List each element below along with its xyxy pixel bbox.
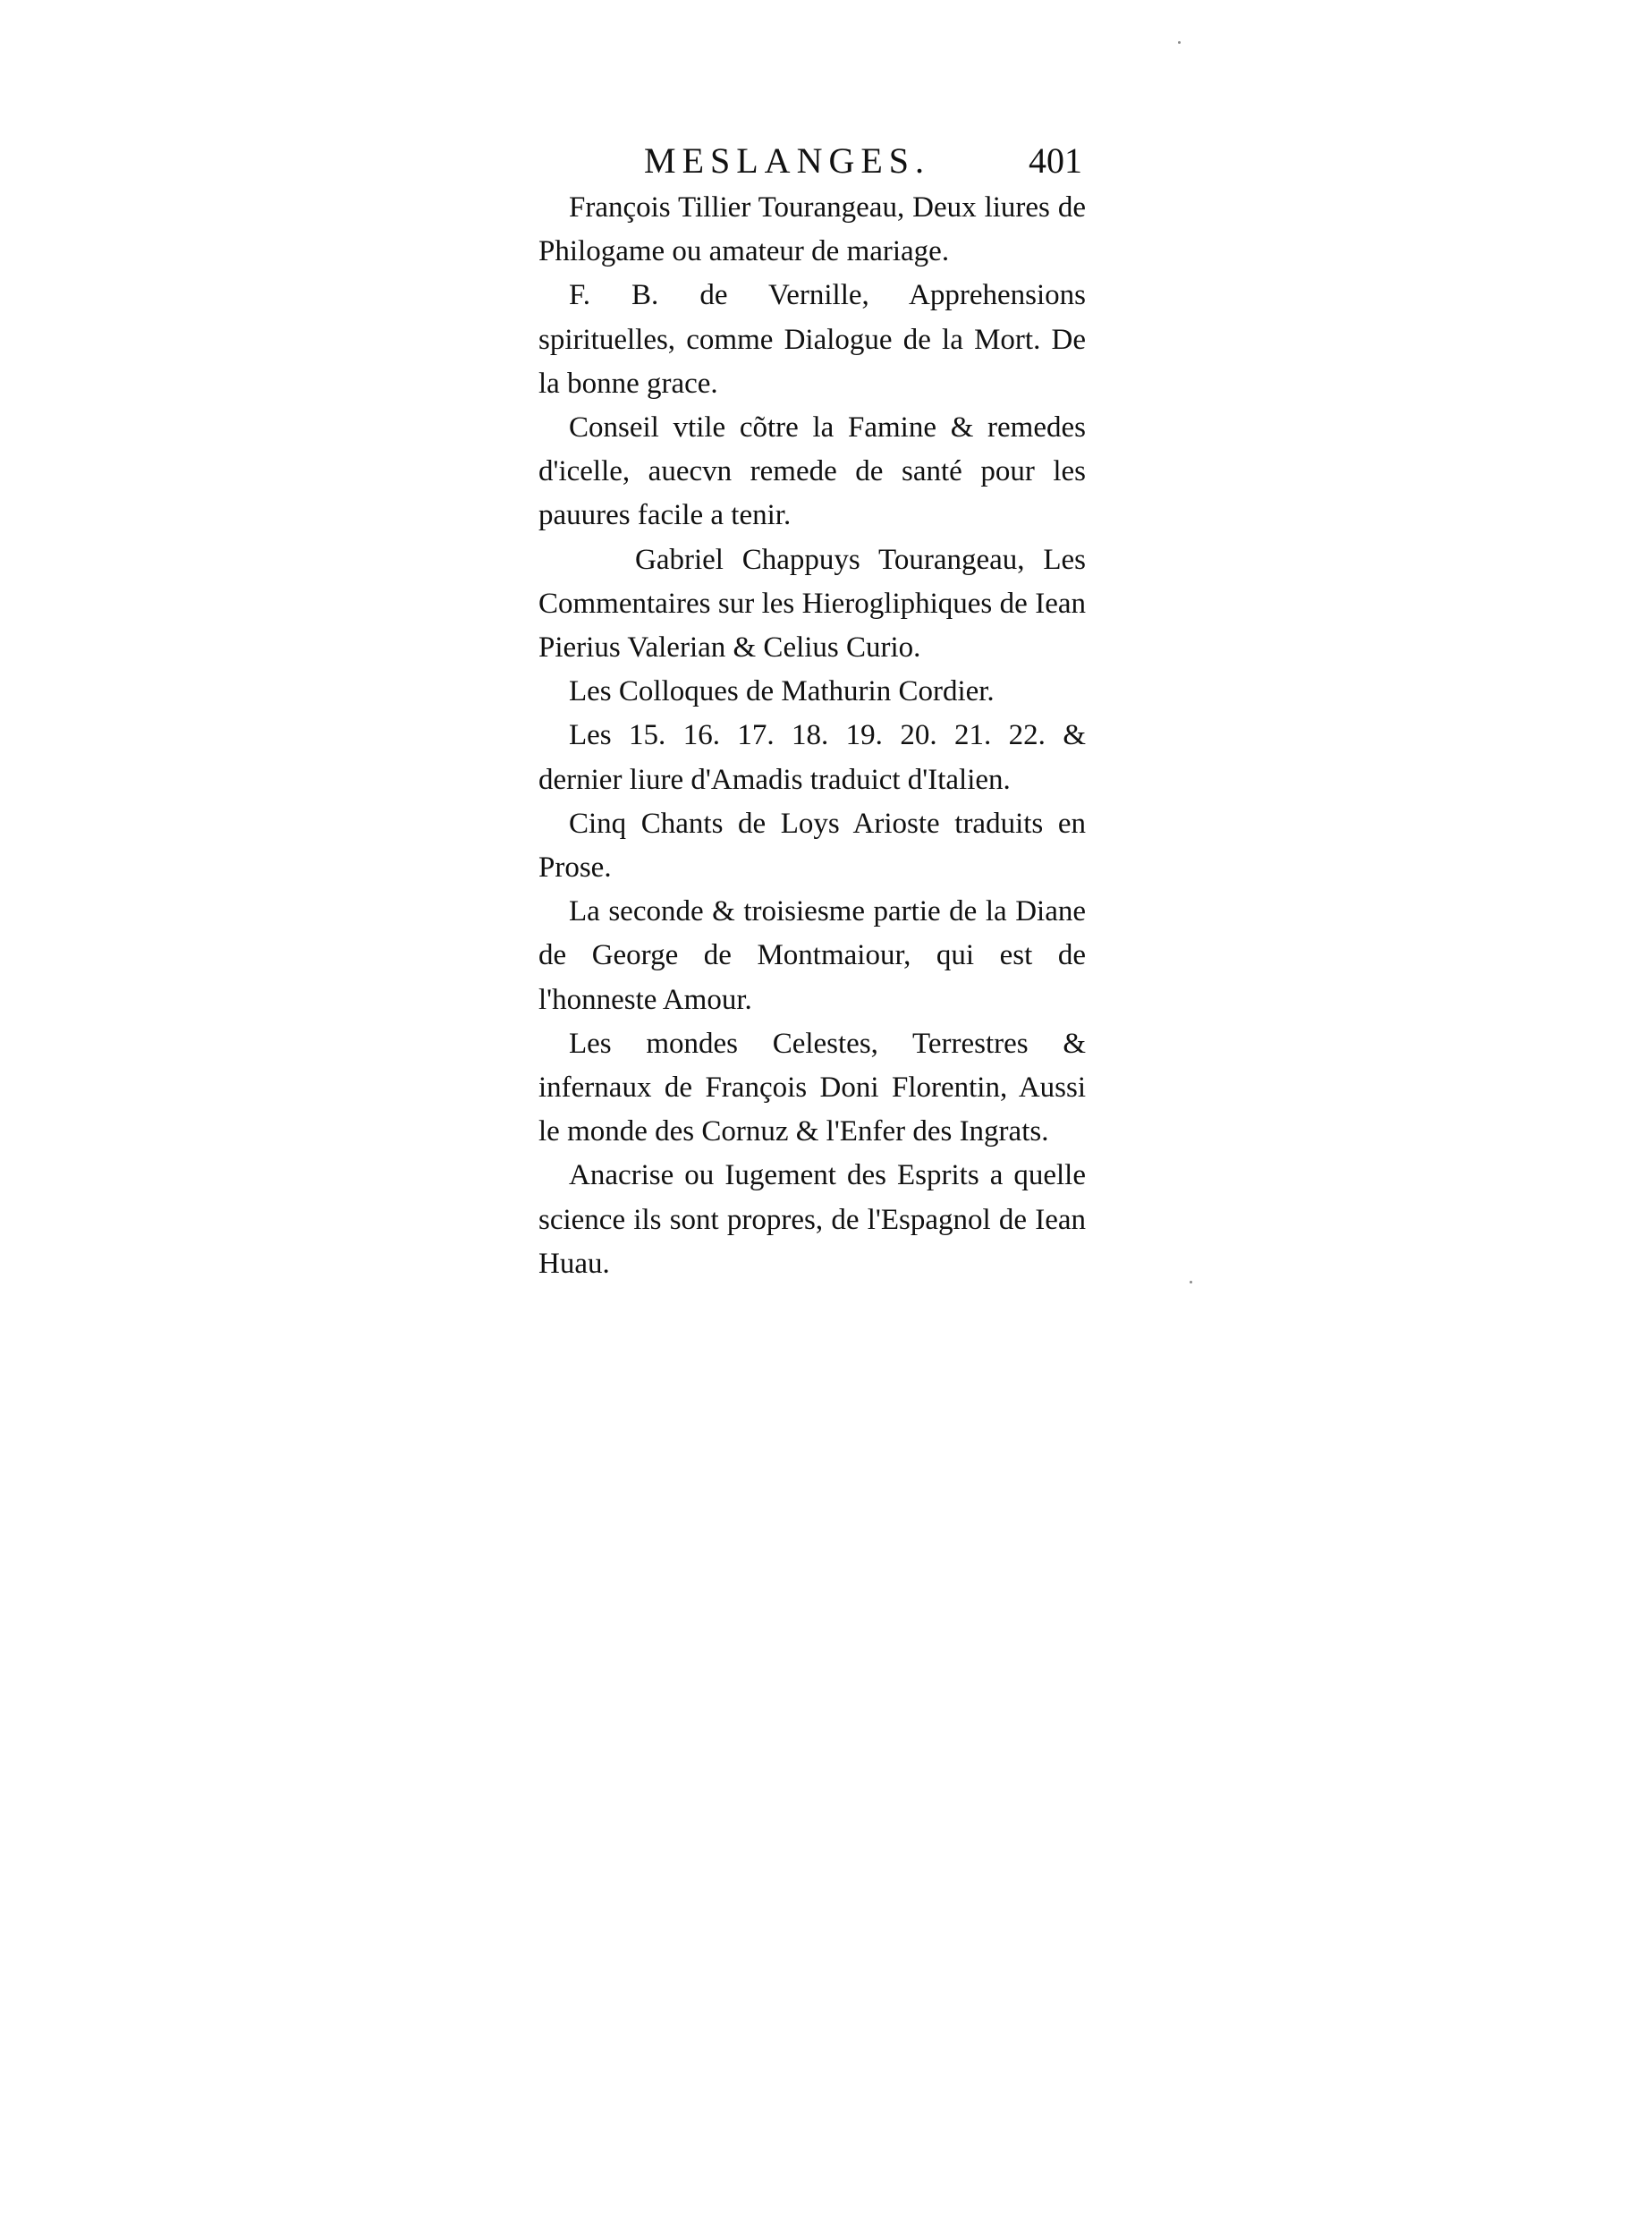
list-item: Anacrise ou Iugement des Esprits a quelle science ils sont propres, de l'Espagnol de Iean Huau.: [538, 1159, 1086, 1280]
list-item: Conseil vtile cõtre la Famine & remedes d'icelle, auecvn remede de santé pour les pauures facile a tenir.: [538, 411, 1086, 532]
page-header: [537, 134, 1082, 188]
paper-speck: [1190, 1281, 1192, 1283]
list-item: Cinq Chants de Loys Arioste traduits en Prose.: [538, 807, 1086, 885]
list-item: Gabriel Chappuys Tourangeau, Les Commentaires sur les Hierogliphiques de Iean Pierius Valerian & Celius Curio.: [538, 543, 1086, 665]
paper-speck: [1178, 41, 1181, 44]
list-item: Les mondes Celestes, Terrestres & infernaux de François Doni Florentin, Aussi le monde des Cornuz & l'Enfer des Ingrats.: [538, 1027, 1086, 1148]
book-list: [538, 186, 1086, 1286]
list-item: F. B. de Vernille, Apprehensions spirituelles, comme Dialogue de la Mort. De la bonne grace.: [538, 279, 1086, 400]
page-number: 401: [1029, 140, 1082, 181]
list-item: La seconde & troisiesme partie de la Diane de George de Montmaiour, qui est de l'honneste Amour.: [538, 895, 1086, 1016]
running-title: MESLANGES.: [644, 140, 931, 181]
list-item: Les Colloques de Mathurin Cordier.: [569, 675, 995, 708]
list-item: Les 15. 16. 17. 18. 19. 20. 21. 22. & dernier liure d'Amadis traduict d'Italien.: [538, 719, 1086, 796]
list-item: François Tillier Tourangeau, Deux liures de Philogame ou amateur de mariage.: [538, 191, 1086, 268]
